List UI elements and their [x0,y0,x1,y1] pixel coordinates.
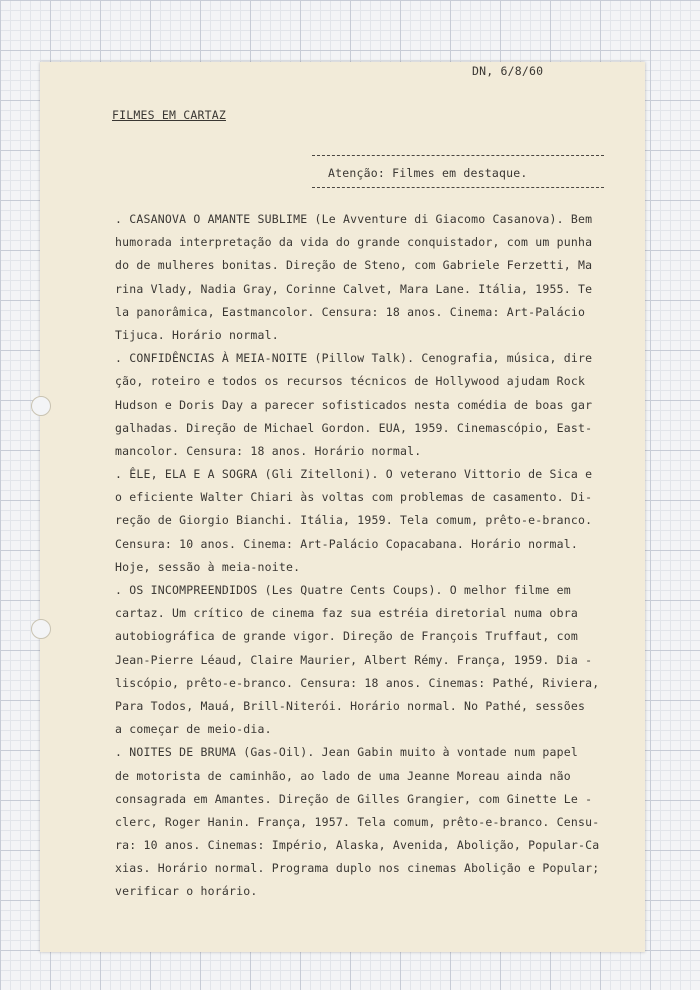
text-line: rina Vlady, Nadia Gray, Corinne Calvet, Mara Lane. Itália, 1955. Te [115,281,593,296]
text-line: do de mulheres bonitas. Direção de Steno, com Gabriele Ferzetti, Ma [115,258,593,273]
text-line: Tijuca. Horário normal. [115,327,279,342]
text-line: Censura: 10 anos. Cinema: Art-Palácio Copacabana. Horário normal. [115,536,579,551]
text-line: verificar o horário. [115,884,258,899]
text-line: clerc, Roger Hanin. França, 1957. Tela comum, prêto-e-branco. Censu- [115,814,600,829]
text-line: ra: 10 anos. Cinemas: Império, Alaska, Avenida, Abolição, Popular-Ca [115,838,600,853]
divider-bottom [312,187,604,188]
text-line: liscópio, prêto-e-branco. Censura: 18 anos. Cinemas: Pathé, Riviera, [115,675,600,690]
text-line: . CONFIDÊNCIAS À MEIA-NOITE (Pillow Talk). Cenografia, música, dire [115,351,593,366]
text-line: Hudson e Doris Day a parecer sofisticados nesta comédia de boas gar [115,397,593,412]
text-line: Para Todos, Mauá, Brill-Niterói. Horário normal. No Pathé, sessões [115,698,586,713]
document-title: FILMES EM CARTAZ [112,108,226,122]
text-line: mancolor. Censura: 18 anos. Horário normal. [115,443,422,458]
text-line: a começar de meio-dia. [115,722,272,737]
text-line: . CASANOVA O AMANTE SUBLIME (Le Avventure di Giacomo Casanova). Bem [115,212,593,226]
text-line: Hoje, sessão à meia-noite. [115,559,301,574]
text-line: . NOITES DE BRUMA (Gas-Oil). Jean Gabin muito à vontade num papel [115,745,579,760]
text-line: la panorâmica, Eastmancolor. Censura: 18 anos. Cinema: Art-Palácio [115,304,586,319]
document-date: DN, 6/8/60 [472,64,544,78]
punch-hole [31,396,51,416]
text-line: autobiográfica de grande vigor. Direção de François Truffaut, com [115,629,579,644]
text-line: reção de Giorgio Bianchi. Itália, 1959. Tela comum, prêto-e-branco. [115,513,593,528]
text-line: cartaz. Um crítico de cinema faz sua estréia diretorial numa obra [115,606,579,621]
text-line: Jean-Pierre Léaud, Claire Maurier, Albert Rémy. França, 1959. Dia - [115,652,593,667]
text-line: . OS INCOMPREENDIDOS (Les Quatre Cents Coups). O melhor filme em [115,583,571,597]
film-listing-text [115,208,599,904]
text-line: . ÊLE, ELA E A SOGRA (Gli Zitelloni). O veterano Vittorio de Sica e [115,467,593,482]
text-line: consagrada em Amantes. Direção de Gilles Grangier, com Ginette Le - [115,791,593,806]
text-line: de motorista de caminhão, ao lado de uma Jeanne Moreau ainda não [115,768,571,783]
text-line: humorada interpretação da vida do grande conquistador, com um punha [115,235,593,250]
divider-top [312,155,604,156]
typewritten-page [40,62,645,952]
text-line: xias. Horário normal. Programa duplo nos cinemas Abolição e Popular; [115,861,600,876]
text-line: o eficiente Walter Chiari às voltas com problemas de casamento. Di- [115,490,593,505]
text-line: ção, roteiro e todos os recursos técnicos de Hollywood ajudam Rock [115,374,586,389]
text-line: galhadas. Direção de Michael Gordon. EUA, 1959. Cinemascópio, East- [115,420,593,435]
punch-hole [31,619,51,639]
attention-note: Atenção: Filmes em destaque. [328,166,528,180]
